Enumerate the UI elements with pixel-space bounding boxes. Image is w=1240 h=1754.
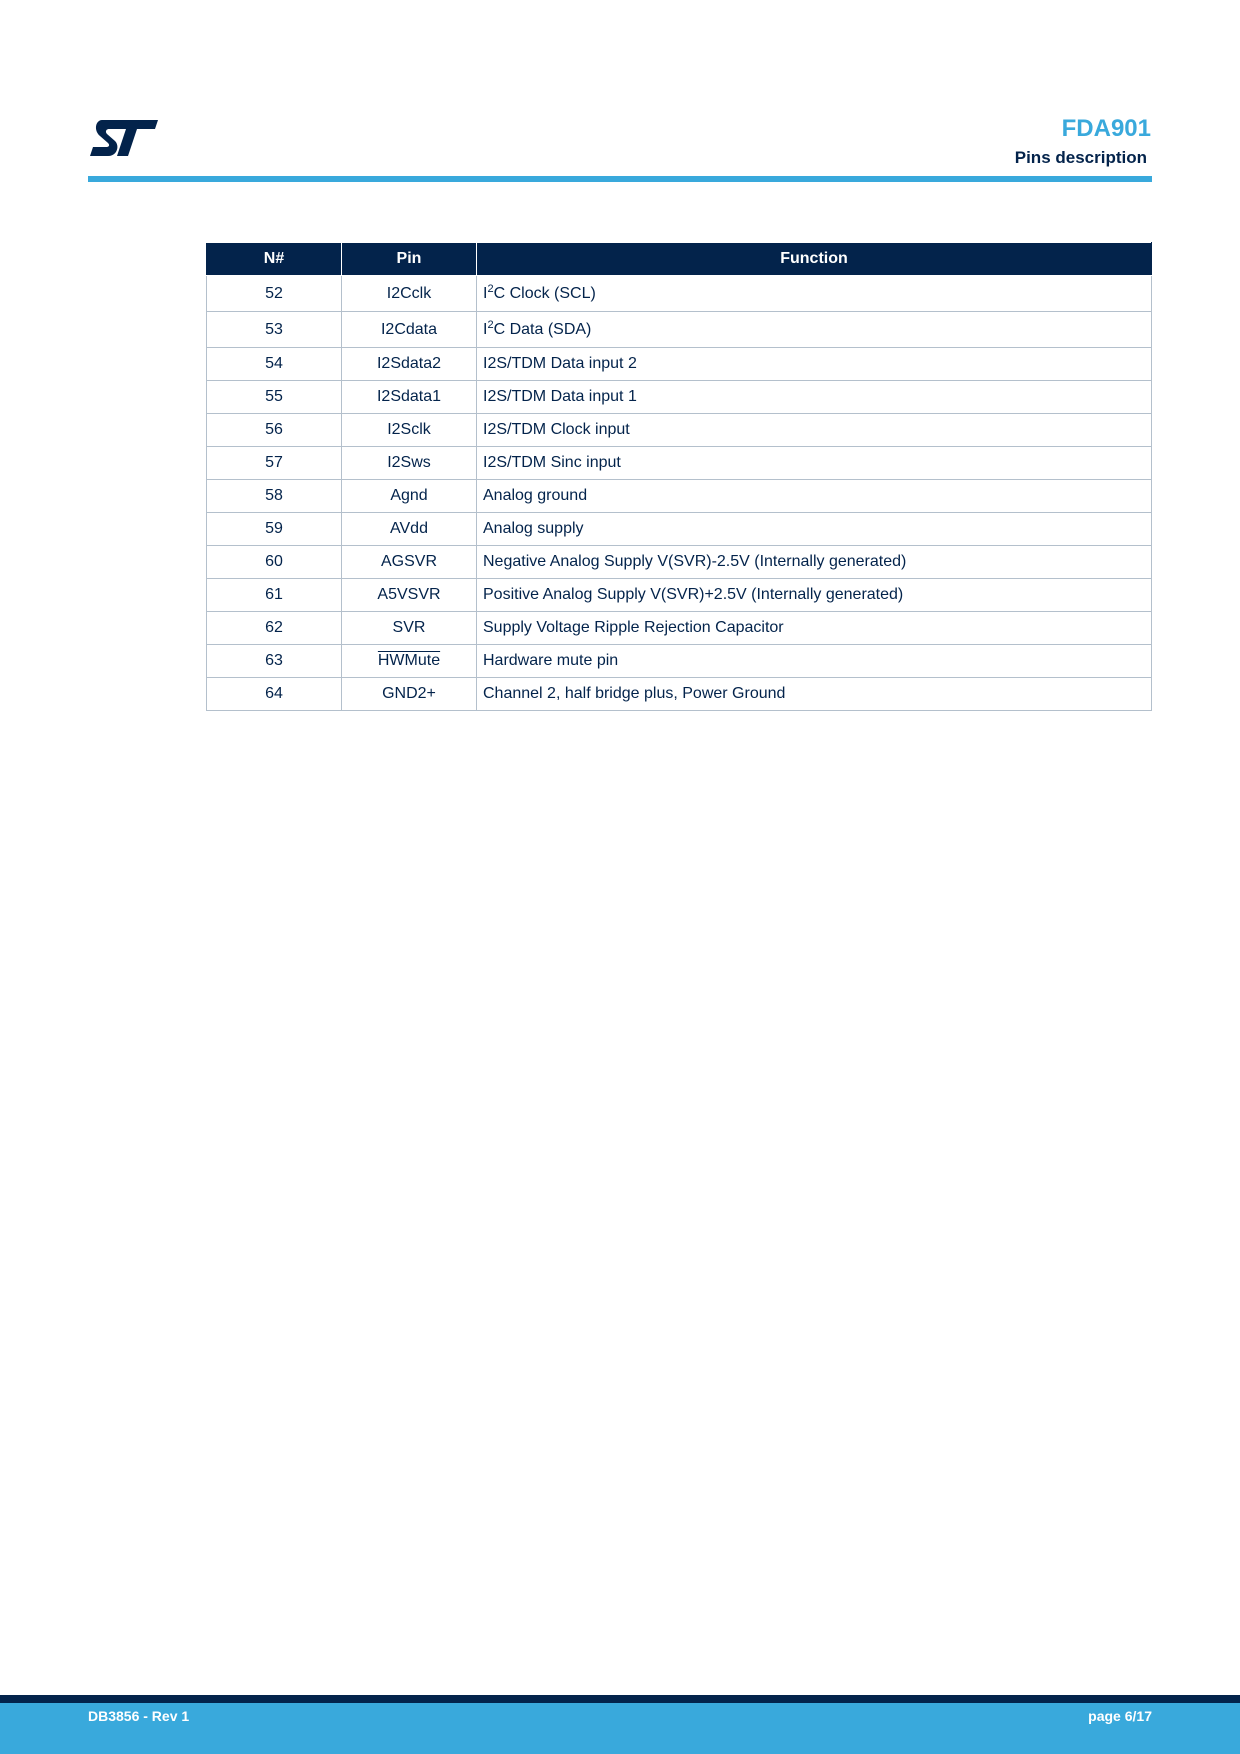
column-header-number: N# — [207, 243, 342, 276]
superscript: 2 — [487, 282, 494, 295]
pin-name: AGSVR — [342, 546, 477, 579]
pin-function: I2S/TDM Clock input — [477, 414, 1152, 447]
pin-function: Analog supply — [477, 513, 1152, 546]
pin-name: SVR — [342, 612, 477, 645]
pin-name: I2Sdata1 — [342, 381, 477, 414]
pin-number: 59 — [207, 513, 342, 546]
header-rule — [88, 176, 1152, 182]
pin-number: 58 — [207, 480, 342, 513]
pin-number: 63 — [207, 645, 342, 678]
function-text: C Data (SDA) — [493, 320, 592, 338]
pin-number: 61 — [207, 579, 342, 612]
function-prefix: I — [483, 284, 488, 302]
pin-function: Hardware mute pin — [477, 645, 1152, 678]
pin-function: Channel 2, half bridge plus, Power Ground — [477, 678, 1152, 711]
st-logo — [88, 118, 160, 158]
pin-number: 55 — [207, 381, 342, 414]
table-row — [207, 480, 1152, 513]
column-header-function: Function — [477, 243, 1152, 276]
table-row — [207, 414, 1152, 447]
pin-name: Agnd — [342, 480, 477, 513]
table-row — [207, 348, 1152, 381]
pin-name: GND2+ — [342, 678, 477, 711]
table-row — [207, 381, 1152, 414]
table-row — [207, 546, 1152, 579]
pin-function: Positive Analog Supply V(SVR)+2.5V (Internally generated) — [477, 579, 1152, 612]
pin-name: I2Cdata — [342, 312, 477, 348]
pin-function — [477, 276, 1152, 312]
table-row — [207, 312, 1152, 348]
pin-function: Negative Analog Supply V(SVR)-2.5V (Internally generated) — [477, 546, 1152, 579]
pin-name: A5VSVR — [342, 579, 477, 612]
pin-name: AVdd — [342, 513, 477, 546]
footer-dark-stripe — [0, 1695, 1240, 1703]
superscript: 2 — [487, 318, 494, 331]
function-prefix: I — [483, 320, 488, 338]
pin-function: I2S/TDM Sinc input — [477, 447, 1152, 480]
pins-table — [206, 242, 1152, 711]
table-row — [207, 678, 1152, 711]
table-row — [207, 276, 1152, 312]
document-title: FDA901 — [1061, 115, 1151, 142]
pin-number: 57 — [207, 447, 342, 480]
function-text: C Clock (SCL) — [493, 284, 596, 302]
pin-name: I2Sdata2 — [342, 348, 477, 381]
column-header-pin: Pin — [342, 243, 477, 276]
pin-name: I2Sws — [342, 447, 477, 480]
table-row — [207, 579, 1152, 612]
table-row — [207, 447, 1152, 480]
pin-number: 56 — [207, 414, 342, 447]
table-row — [207, 612, 1152, 645]
pin-function: Supply Voltage Ripple Rejection Capacitor — [477, 612, 1152, 645]
pin-name: I2Sclk — [342, 414, 477, 447]
pin-function: I2S/TDM Data input 2 — [477, 348, 1152, 381]
table-header-row — [207, 243, 1152, 276]
table-row — [207, 645, 1152, 678]
pin-number: 53 — [207, 312, 342, 348]
pin-number: 54 — [207, 348, 342, 381]
pin-number: 60 — [207, 546, 342, 579]
section-title: Pins description — [1014, 148, 1147, 167]
footer-doc-reference: DB3856 - Rev 1 — [88, 1708, 190, 1724]
pin-number: 52 — [207, 276, 342, 312]
pin-name: I2Cclk — [342, 276, 477, 312]
pin-name — [342, 645, 477, 678]
pin-function: I2S/TDM Data input 1 — [477, 381, 1152, 414]
pin-function — [477, 312, 1152, 348]
pin-number: 62 — [207, 612, 342, 645]
pin-function: Analog ground — [477, 480, 1152, 513]
table-row — [207, 513, 1152, 546]
pin-number: 64 — [207, 678, 342, 711]
active-low-pin-name: HWMute — [377, 652, 441, 669]
footer-page-number: page 6/17 — [1088, 1708, 1152, 1724]
